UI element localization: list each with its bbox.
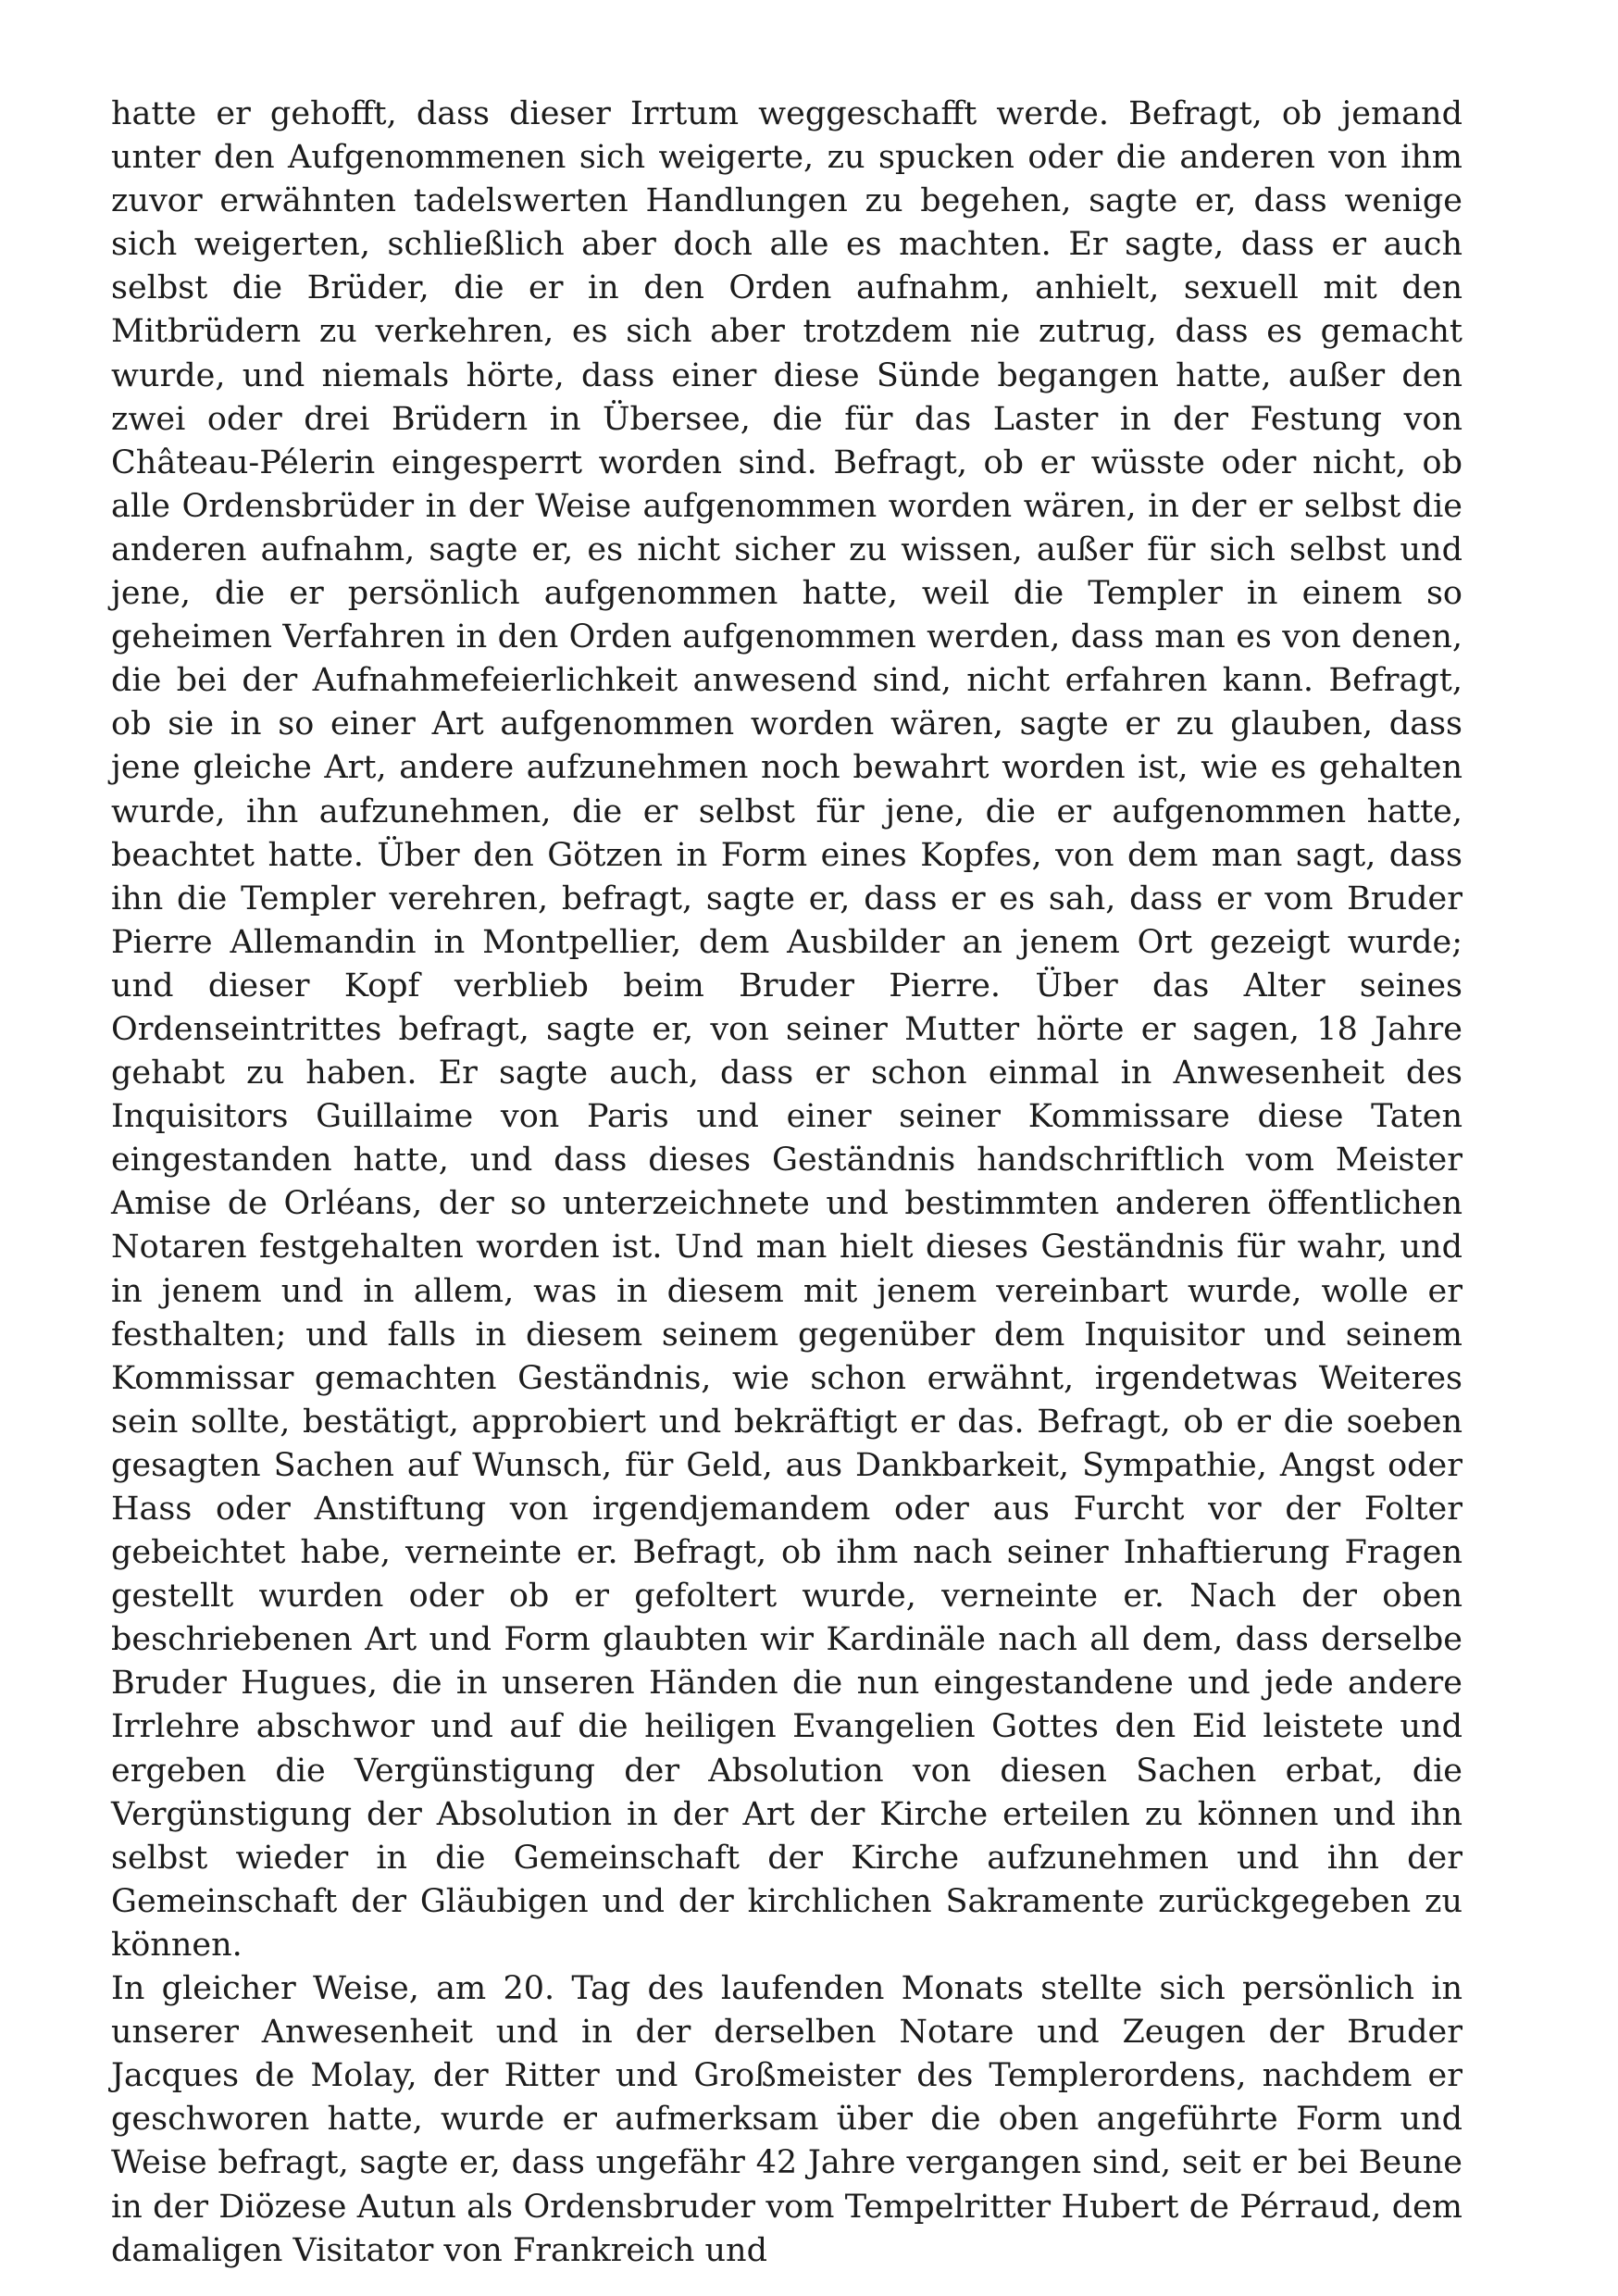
document-page [111,93,1462,2273]
paragraph-1: hatte er gehofft, dass dieser Irrtum weggeschafft werde. Befragt, ob jemand unter den Aufgenommenen sich weigerte, zu spucken oder die anderen von ihm zuvor erwähnten tadelswerten Handlungen zu begehen, sagte er, dass wenige sich weigerten, schließlich aber doch alle es machten. Er sagte, dass er auch selbst die Brüder, die er in den Orden aufnahm, anhielt, sexuell mit den Mitbrüdern zu verkehren, es sich aber trotzdem nie zutrug, dass es gemacht wurde, und niemals hörte, dass einer diese Sünde begangen hatte, außer den zwei oder drei Brüdern in Übersee, die für das Laster in der Festung von Château-Pélerin eingesperrt worden sind. Befragt, ob er wüsste oder nicht, ob alle Ordensbrüder in der Weise aufgenommen worden wären, in der er selbst die anderen aufnahm, sagte er, es nicht sicher zu wissen, außer für sich selbst und jene, die er persönlich aufgenommen hatte, weil die Templer in einem so geheimen Verfahren in den Orden aufgenommen werden, dass man es von denen, die bei der Aufnahmefeierlichkeit anwesend sind, nicht erfahren kann. Befragt, ob sie in so einer Art aufgenommen worden wären, sagte er zu glauben, dass jene gleiche Art, andere aufzunehmen noch bewahrt worden ist, wie es gehalten wurde, ihn aufzunehmen, die er selbst für jene, die er aufgenommen hatte, beachtet hatte. Über den Götzen in Form eines Kopfes, von dem man sagt, dass ihn die Templer verehren, befragt, sagte er, dass er es sah, dass er vom Bruder Pierre Allemandin in Montpellier, dem Ausbilder an jenem Ort gezeigt wurde; und dieser Kopf verblieb beim Bruder Pierre. Über das Alter seines Ordenseintrittes befragt, sagte er, von seiner Mutter hörte er sagen, 18 Jahre gehabt zu haben. Er sagte auch, dass er schon einmal in Anwesenheit des Inquisitors Guillaime von Paris und einer seiner Kommissare diese Taten eingestanden hatte, und dass dieses Geständnis handschriftlich vom Meister Amise de Orléans, der so unterzeichnete und bestimmten anderen öffentlichen Notaren festgehalten worden ist. Und man hielt dieses Geständnis für wahr, und in jenem und in allem, was in diesem mit jenem vereinbart wurde, wolle er festhalten; und falls in diesem seinem gegenüber dem Inquisitor und seinem Kommissar gemachten Geständnis, wie schon erwähnt, irgendetwas Weiteres sein sollte, bestätigt, approbiert und bekräftigt er das. Befragt, ob er die soeben gesagten Sachen auf Wunsch, für Geld, aus Dankbarkeit, Sympathie, Angst oder Hass oder Anstiftung von irgendjemandem oder aus Furcht vor der Folter gebeichtet habe, verneinte er. Befragt, ob ihm nach seiner Inhaftierung Fragen gestellt wurden oder ob er gefoltert wurde, verneinte er. Nach der oben beschriebenen Art und Form glaubten wir Kardinäle nach all dem, dass derselbe Bruder Hugues, die in unseren Händen die nun eingestandene und jede andere Irrlehre abschwor und auf die heiligen Evangelien Gottes den Eid leistete und ergeben die Vergünstigung der Absolution von diesen Sachen erbat, die Vergünstigung der Absolution in der Art der Kirche erteilen zu können und ihn selbst wieder in die Gemeinschaft der Kirche aufzunehmen und ihn der Gemeinschaft der Gläubigen und der kirchlichen Sakramente zurückgegeben zu können. [111,95,1462,1964]
paragraph-2: In gleicher Weise, am 20. Tag des laufenden Monats stellte sich persönlich in unserer Anwesenheit und in der derselben Notare und Zeugen der Bruder Jacques de Molay, der Ritter und Großmeister des Templerordens, nachdem er geschworen hatte, wurde er aufmerksam über die oben angeführte Form und Weise befragt, sagte er, dass ungefähr 42 Jahre vergangen sind, seit er bei Beune in der Diözese Autun als Ordensbruder vom Tempelritter Hubert de Pérraud, dem damaligen Visitator von Frankreich und [111,1970,1462,2269]
